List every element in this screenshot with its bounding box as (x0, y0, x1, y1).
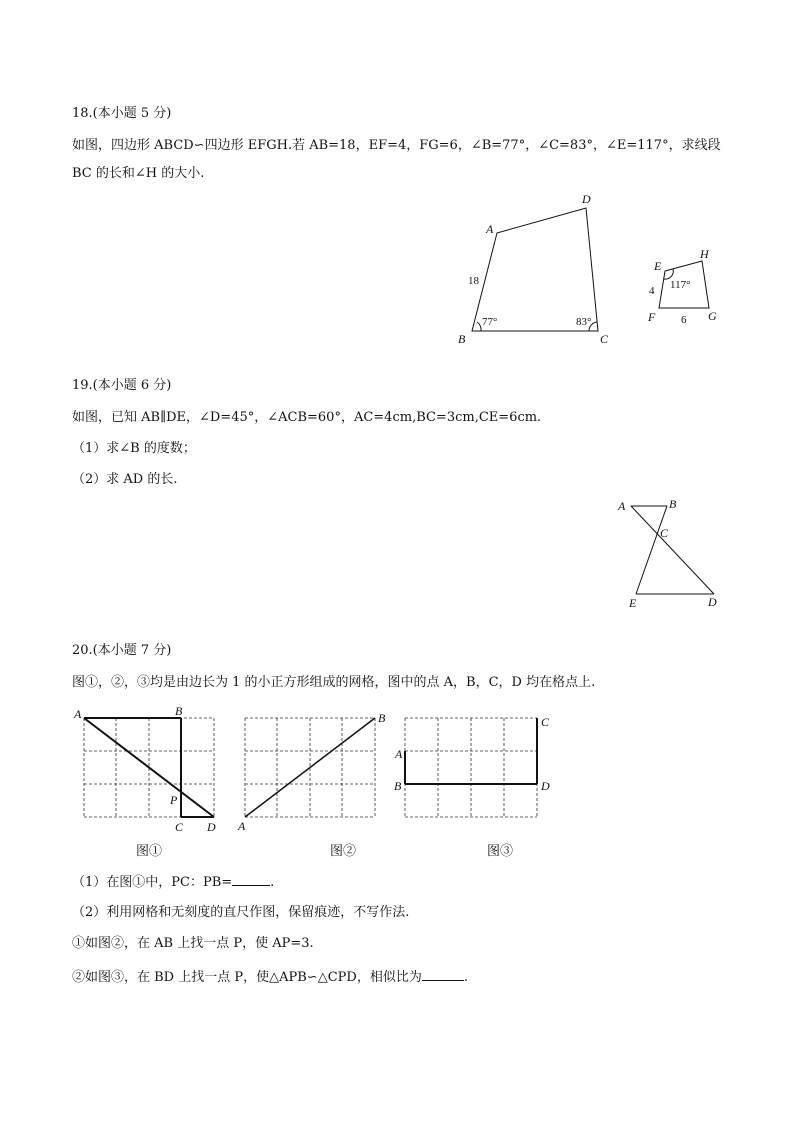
angle-b-arc (477, 322, 481, 331)
label-d: D (582, 192, 591, 206)
q20-sub2-text: ②如图③，在 BD 上找一点 P，使△APB∽△CPD，相似比为 (72, 970, 422, 985)
label-angle-c: 83° (576, 316, 592, 328)
q20-sub2-line (72, 968, 468, 986)
q19-header: 19.(本小题 6 分) (72, 378, 172, 393)
q19-figure (617, 497, 717, 610)
q20-fig2-label-b: B (378, 711, 386, 725)
label-b: B (458, 332, 466, 346)
q20-fig3-label-d: D (541, 779, 550, 793)
answer-blank-ratio[interactable] (232, 873, 270, 886)
q19-text-line1: 如图，已知 AB∥DE，∠D=45°，∠ACB=60°，AC=4cm,BC=3cm,CE=6cm. (72, 410, 542, 425)
q20-fig1-label-c: C (175, 820, 184, 834)
q20-part2: （2）利用网格和无刻度的直尺作图，保留痕迹，不写作法. (72, 905, 410, 920)
q19-part2: （2）求 AD 的长. (72, 472, 178, 487)
label-h: H (700, 247, 709, 261)
label-ef-length: 4 (649, 285, 655, 297)
q20-sub1: ①如图②，在 AB 上找一点 P，使 AP=3. (72, 936, 314, 951)
q18-text-line2: BC 的长和∠H 的大小. (72, 166, 205, 181)
label-angle-b: 77° (482, 316, 498, 328)
q20-fig2-label-a: A (238, 819, 246, 833)
q20-fig3-label-a: A (395, 747, 403, 761)
q20-fig2-segment-ab (245, 718, 375, 817)
q20-fig1-label-p: P (170, 793, 178, 807)
q20-fig1-label-d: D (207, 820, 216, 834)
q20-part1-text: （1）在图①中，PC：PB= (72, 875, 233, 890)
q20-figure-1-lines (84, 718, 214, 817)
q20-fig3-label-c: C (541, 715, 550, 729)
q19-label-a: A (618, 499, 626, 513)
q20-intro: 图①，②，③均是由边长为 1 的小正方形组成的网格，图中的点 A，B，C，D 均在格点上. (72, 675, 596, 690)
q20-part1-period: . (270, 875, 275, 890)
label-f: F (648, 310, 656, 324)
label-e: E (654, 259, 662, 273)
label-fg-length: 6 (681, 314, 687, 326)
q20-grid-3 (405, 718, 537, 817)
q20-caption-fig1: 图① (136, 844, 163, 859)
label-ab-length: 18 (468, 275, 479, 287)
q19-label-e: E (629, 596, 637, 610)
q20-sub2-period: . (463, 970, 468, 985)
label-c: C (600, 332, 609, 346)
q20-fig3-label-b: B (394, 779, 402, 793)
q20-caption-fig2: 图② (330, 844, 357, 859)
q20-part1-line (72, 873, 274, 891)
q20-header: 20.(本小题 7 分) (72, 643, 172, 658)
q18-text-line1: 如图，四边形 ABCD∽四边形 EFGH.若 AB=18，EF=4，FG=6，∠B=77°，∠C=83°，∠E=117°，求线段 (72, 138, 721, 153)
answer-blank-similarity-ratio[interactable] (422, 968, 464, 981)
q19-part1: （1）求∠B 的度数； (72, 441, 196, 456)
label-g: G (708, 309, 717, 323)
q19-label-c: C (660, 526, 669, 540)
q20-caption-fig3: 图③ (487, 844, 514, 859)
q18-header: 18.(本小题 5 分) (72, 106, 172, 121)
q20-fig1-label-a: A (74, 707, 82, 721)
q20-fig1-label-b: B (175, 704, 183, 718)
q19-label-b: B (669, 497, 677, 511)
label-angle-e: 117° (670, 279, 691, 291)
q19-label-d: D (708, 595, 717, 609)
label-a: A (486, 222, 494, 236)
